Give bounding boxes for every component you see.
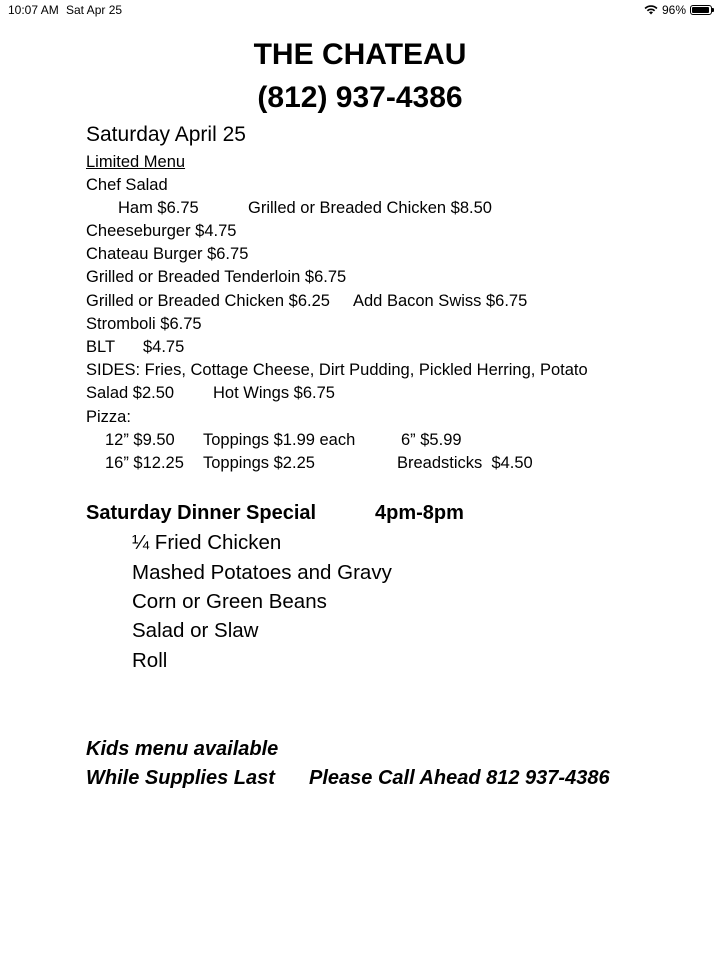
menu-item-chef-salad-chicken: Grilled or Breaded Chicken $8.50 (248, 199, 492, 217)
menu-item-chef-salad-ham: Ham $6.75 (118, 199, 199, 217)
menu-pizza-16: 16” $12.25 (105, 454, 184, 472)
menu-item-chef-salad: Chef Salad (86, 176, 168, 194)
battery-icon (690, 5, 712, 15)
menu-sides: SIDES: Fries, Cottage Cheese, Dirt Pudding, Pickled Herring, Potato (86, 361, 588, 379)
status-date: Sat Apr 25 (66, 3, 123, 17)
special-item: Mashed Potatoes and Gravy (132, 561, 392, 584)
wifi-icon (644, 5, 658, 15)
status-time: 10:07 AM (8, 3, 59, 17)
restaurant-phone: (812) 937-4386 (257, 81, 463, 114)
menu-item-stromboli: Stromboli $6.75 (86, 315, 202, 333)
status-bar (0, 0, 720, 20)
menu-pizza-16-toppings: Toppings $2.25 (203, 454, 315, 472)
menu-item-breadsticks: Breadsticks $4.50 (397, 454, 533, 472)
menu-pizza-12: 12” $9.50 (105, 431, 175, 449)
special-title: Saturday Dinner Special (86, 502, 317, 524)
status-indicators (644, 3, 712, 17)
menu-item-chateau-burger: Chateau Burger $6.75 (86, 245, 249, 263)
battery-percent: 96% (661, 3, 686, 17)
menu-section-title: Limited Menu (86, 153, 186, 171)
menu-pizza-6: 6” $5.99 (401, 431, 462, 449)
menu-item-tenderloin: Grilled or Breaded Tenderloin $6.75 (86, 268, 347, 286)
special-item: Corn or Green Beans (132, 590, 327, 613)
menu-pizza-12-toppings: Toppings $1.99 each (203, 431, 356, 449)
special-item: Salad or Slaw (132, 619, 259, 642)
menu-date: Saturday April 25 (86, 123, 246, 146)
kids-menu-note: Kids menu available (86, 738, 279, 760)
restaurant-name: THE CHATEAU (253, 38, 467, 71)
supplies-note: While Supplies Last (86, 767, 275, 789)
menu-item-cheeseburger: Cheeseburger $4.75 (86, 222, 237, 240)
menu-item-blt-price: $4.75 (143, 338, 185, 356)
menu-pizza-label: Pizza: (86, 408, 131, 426)
call-ahead-note: Please Call Ahead 812 937-4386 (309, 767, 610, 789)
special-item: ¼ Fried Chicken (132, 531, 282, 554)
menu-item-chicken: Grilled or Breaded Chicken $6.25 (86, 292, 330, 310)
special-item: Roll (132, 649, 168, 672)
special-hours: 4pm-8pm (375, 502, 464, 524)
menu-item-blt: BLT (86, 338, 116, 356)
menu-item-hot-wings: Hot Wings $6.75 (213, 384, 335, 402)
menu-item-chicken-addon: Add Bacon Swiss $6.75 (353, 292, 528, 310)
menu-sides-salad: Salad $2.50 (86, 384, 175, 402)
